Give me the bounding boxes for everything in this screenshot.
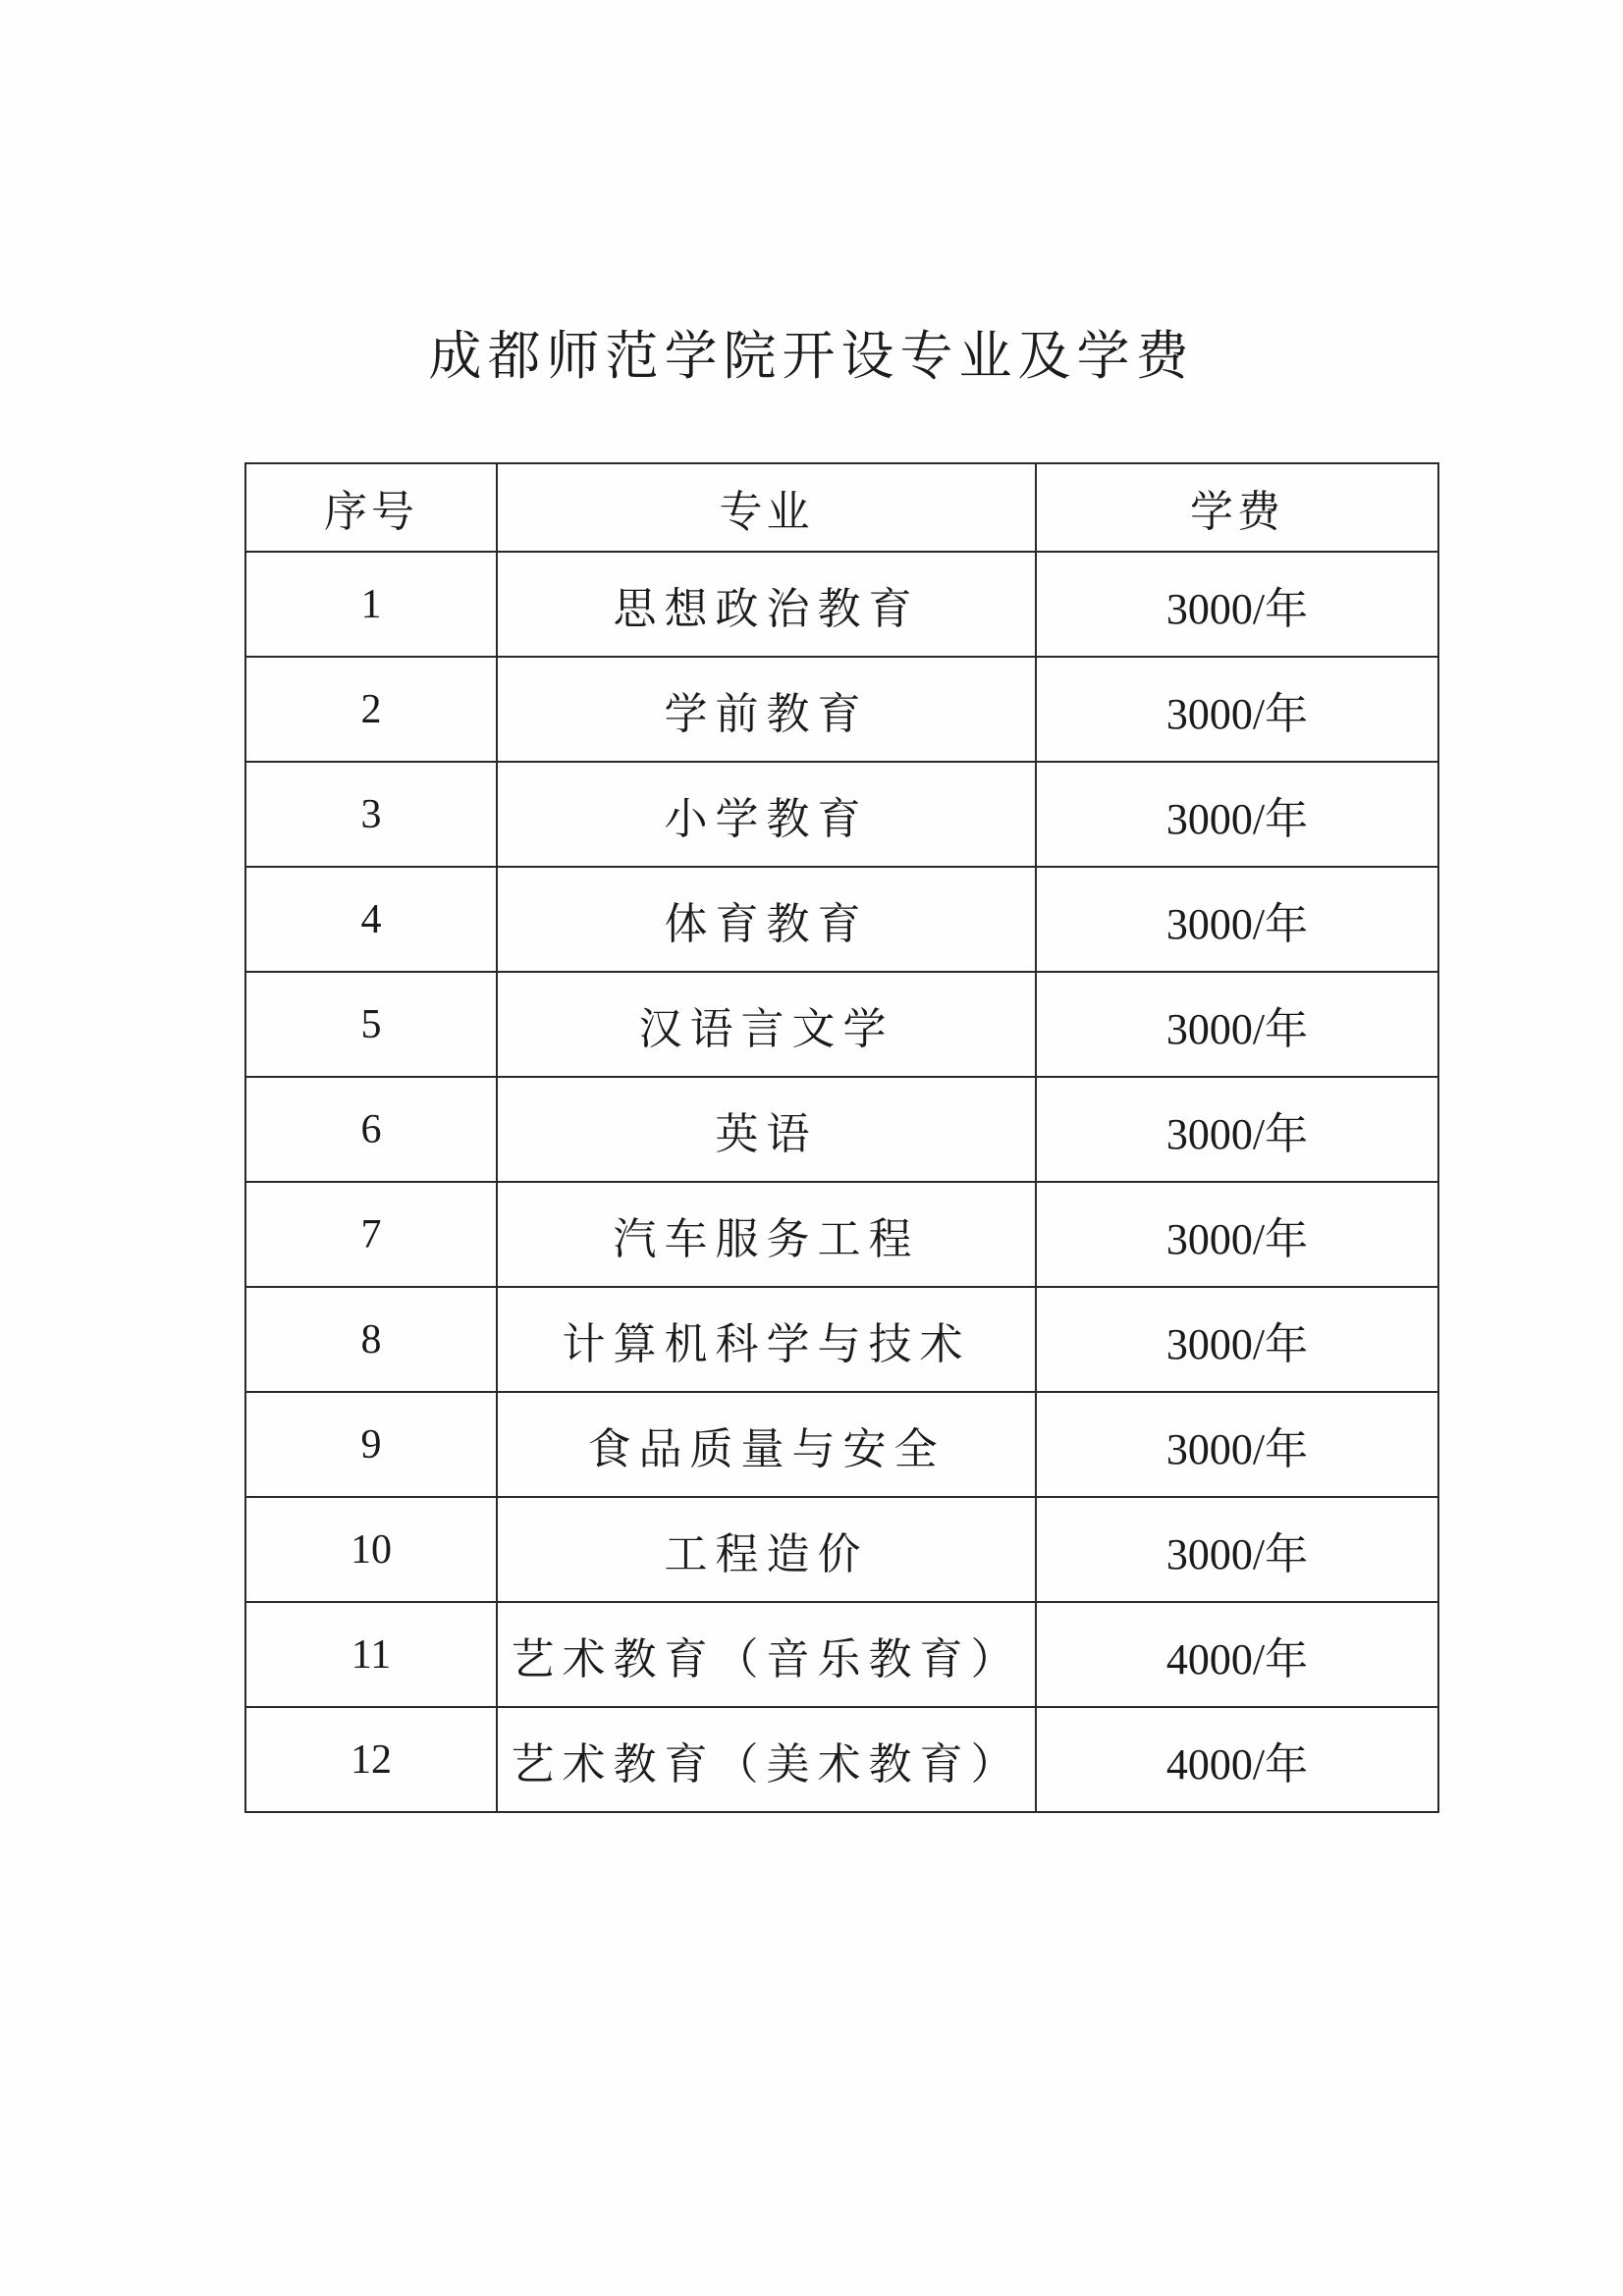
row-fee: 4000/年 bbox=[1036, 1707, 1438, 1812]
row-number: 10 bbox=[245, 1497, 497, 1602]
table-row bbox=[245, 972, 1438, 1077]
row-number: 11 bbox=[245, 1602, 497, 1707]
row-fee: 4000/年 bbox=[1036, 1602, 1438, 1707]
table-row bbox=[245, 1497, 1438, 1602]
row-number: 5 bbox=[245, 972, 497, 1077]
row-major: 体育教育 bbox=[497, 867, 1036, 972]
majors-fees-table bbox=[244, 462, 1439, 1813]
row-number: 8 bbox=[245, 1287, 497, 1392]
header-fee: 学费 bbox=[1036, 463, 1438, 552]
row-major: 工程造价 bbox=[497, 1497, 1036, 1602]
row-fee: 3000/年 bbox=[1036, 1392, 1438, 1497]
row-fee: 3000/年 bbox=[1036, 1077, 1438, 1182]
row-number: 4 bbox=[245, 867, 497, 972]
table-row bbox=[245, 1182, 1438, 1287]
row-major: 计算机科学与技术 bbox=[497, 1287, 1036, 1392]
row-major: 汽车服务工程 bbox=[497, 1182, 1036, 1287]
table-row bbox=[245, 1077, 1438, 1182]
row-major: 艺术教育（音乐教育） bbox=[497, 1602, 1036, 1707]
row-number: 9 bbox=[245, 1392, 497, 1497]
table-row bbox=[245, 552, 1438, 657]
row-fee: 3000/年 bbox=[1036, 867, 1438, 972]
row-fee: 3000/年 bbox=[1036, 1182, 1438, 1287]
row-fee: 3000/年 bbox=[1036, 972, 1438, 1077]
row-major: 学前教育 bbox=[497, 657, 1036, 762]
table-row bbox=[245, 867, 1438, 972]
table-row bbox=[245, 1602, 1438, 1707]
row-number: 6 bbox=[245, 1077, 497, 1182]
row-number: 3 bbox=[245, 762, 497, 867]
table-header-row bbox=[245, 463, 1438, 552]
row-fee: 3000/年 bbox=[1036, 1287, 1438, 1392]
row-number: 12 bbox=[245, 1707, 497, 1812]
document-title: 成都师范学院开设专业及学费 bbox=[428, 325, 1195, 387]
table-row bbox=[245, 762, 1438, 867]
row-major: 艺术教育（美术教育） bbox=[497, 1707, 1036, 1812]
header-major: 专业 bbox=[497, 463, 1036, 552]
row-fee: 3000/年 bbox=[1036, 762, 1438, 867]
table-row bbox=[245, 1287, 1438, 1392]
row-number: 7 bbox=[245, 1182, 497, 1287]
row-major: 小学教育 bbox=[497, 762, 1036, 867]
table-row bbox=[245, 1392, 1438, 1497]
row-number: 1 bbox=[245, 552, 497, 657]
row-fee: 3000/年 bbox=[1036, 1497, 1438, 1602]
row-major: 食品质量与安全 bbox=[497, 1392, 1036, 1497]
row-major: 思想政治教育 bbox=[497, 552, 1036, 657]
row-fee: 3000/年 bbox=[1036, 552, 1438, 657]
table-row bbox=[245, 1707, 1438, 1812]
row-number: 2 bbox=[245, 657, 497, 762]
row-major: 英语 bbox=[497, 1077, 1036, 1182]
header-number: 序号 bbox=[245, 463, 497, 552]
table-row bbox=[245, 657, 1438, 762]
row-major: 汉语言文学 bbox=[497, 972, 1036, 1077]
row-fee: 3000/年 bbox=[1036, 657, 1438, 762]
